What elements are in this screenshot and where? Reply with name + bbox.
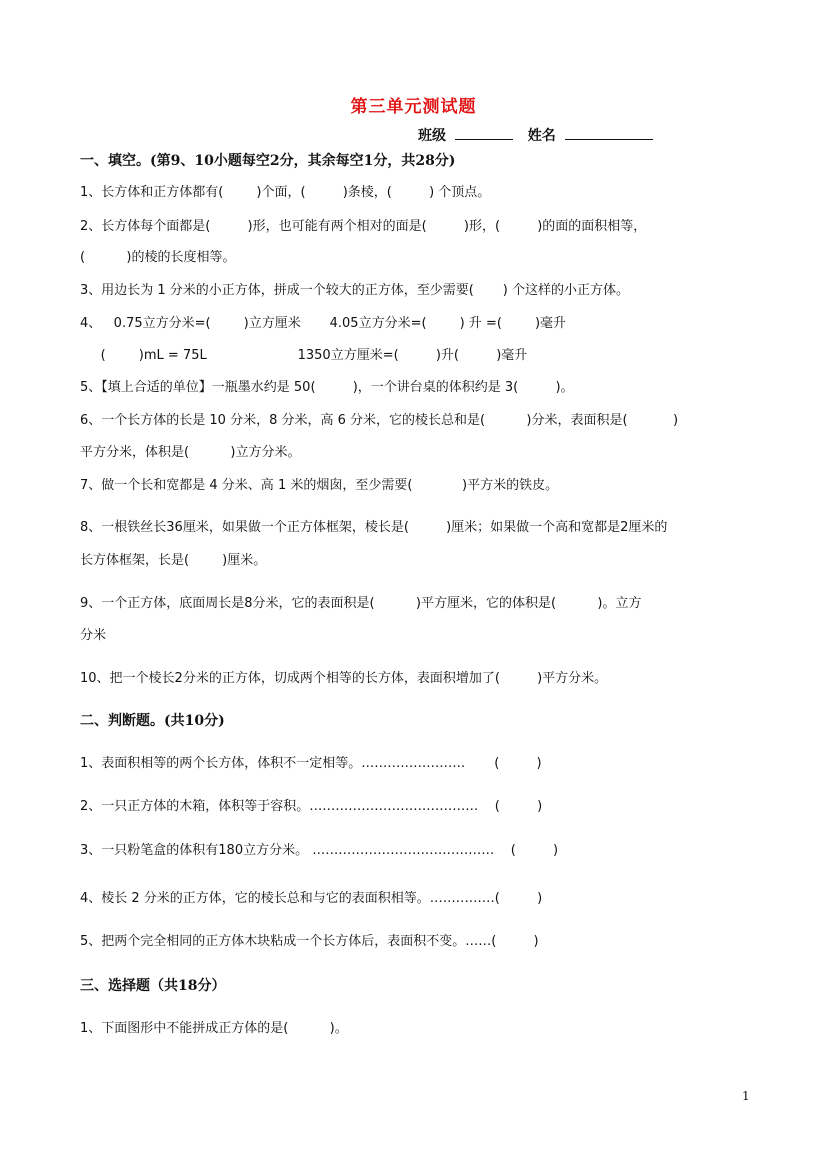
question-7: 7、做一个长和宽都是 4 分米、高 1 米的烟囱，至少需要( )平方米的铁皮。 <box>80 478 559 493</box>
question-2-line-1: 2、长方体每个面都是( )形，也可能有两个相对的面是( )形，( )的面的面积相等， <box>80 219 647 234</box>
name-blank[interactable] <box>565 127 653 140</box>
question-4-line-2: ( )mL = 75L 1350立方厘米=( )升( )毫升 <box>80 348 528 363</box>
question-2-line-2: ( )的棱的长度相等。 <box>80 250 236 265</box>
judge-3: 3、一只粉笔盒的体积有180立方分米。 …………………………………… ( ) <box>80 843 559 858</box>
question-1: 1、长方体和正方体都有( )个面，( )条棱，( ) 个顶点。 <box>80 185 491 200</box>
question-6-line-1: 6、一个长方体的长是 10 分米，8 分米，高 6 分米，它的棱长总和是( )分米，表面积是( ) <box>80 413 679 428</box>
page-title: 第三单元测试题 <box>350 97 477 117</box>
question-4-line-1: 4、 0.75立方分米=( )立方厘米 4.05立方分米=( ) 升 =( )毫升 <box>80 316 567 331</box>
question-5: 5、【填上合适的单位】一瓶墨水约是 50( )，一个讲台桌的体积约是 3( )。 <box>80 380 574 395</box>
name-label: 姓名 <box>527 128 556 144</box>
judge-1: 1、表面积相等的两个长方体，体积不一定相等。…………………… ( ) <box>80 756 542 771</box>
page-number: 1 <box>742 1089 750 1103</box>
question-6-line-2: 平方分米，体积是( )立方分米。 <box>80 445 301 460</box>
judge-4: 4、棱长 2 分米的正方体，它的棱长总和与它的表面积相等。……………( ) <box>80 891 543 906</box>
section-multiple-choice: 三、选择题（共18分） <box>80 978 226 994</box>
section-fill-in: 一、填空。(第9、10小题每空2分，其余每空1分，共28分) <box>80 153 456 169</box>
question-9-line-2: 分米 <box>80 628 107 643</box>
section-true-false: 二、判断题。(共10分) <box>80 713 225 729</box>
question-10: 10、把一个棱长2分米的正方体，切成两个相等的长方体，表面积增加了( )平方分米。 <box>80 671 608 686</box>
student-info <box>418 125 653 145</box>
question-9-line-1: 9、一个正方体，底面周长是8分米，它的表面积是( )平方厘米，它的体积是( )。立方 <box>80 596 642 611</box>
question-8-line-1: 8、一根铁丝长36厘米，如果做一个正方体框架，棱长是( )厘米；如果做一个高和宽都是2厘米的 <box>80 520 668 535</box>
class-blank[interactable] <box>455 127 513 140</box>
choice-1: 1、下面图形中不能拼成正方体的是( )。 <box>80 1021 348 1036</box>
judge-5: 5、把两个完全相同的正方体木块粘成一个长方体后，表面积不变。……( ) <box>80 934 539 949</box>
question-8-line-2: 长方体框架，长是( )厘米。 <box>80 553 267 568</box>
question-3: 3、用边长为 1 分米的小正方体，拼成一个较大的正方体，至少需要( ) 个这样的小正方体。 <box>80 283 630 298</box>
class-label: 班级 <box>418 128 446 144</box>
judge-2: 2、一只正方体的木箱，体积等于容积。………………………………… ( ) <box>80 799 543 814</box>
